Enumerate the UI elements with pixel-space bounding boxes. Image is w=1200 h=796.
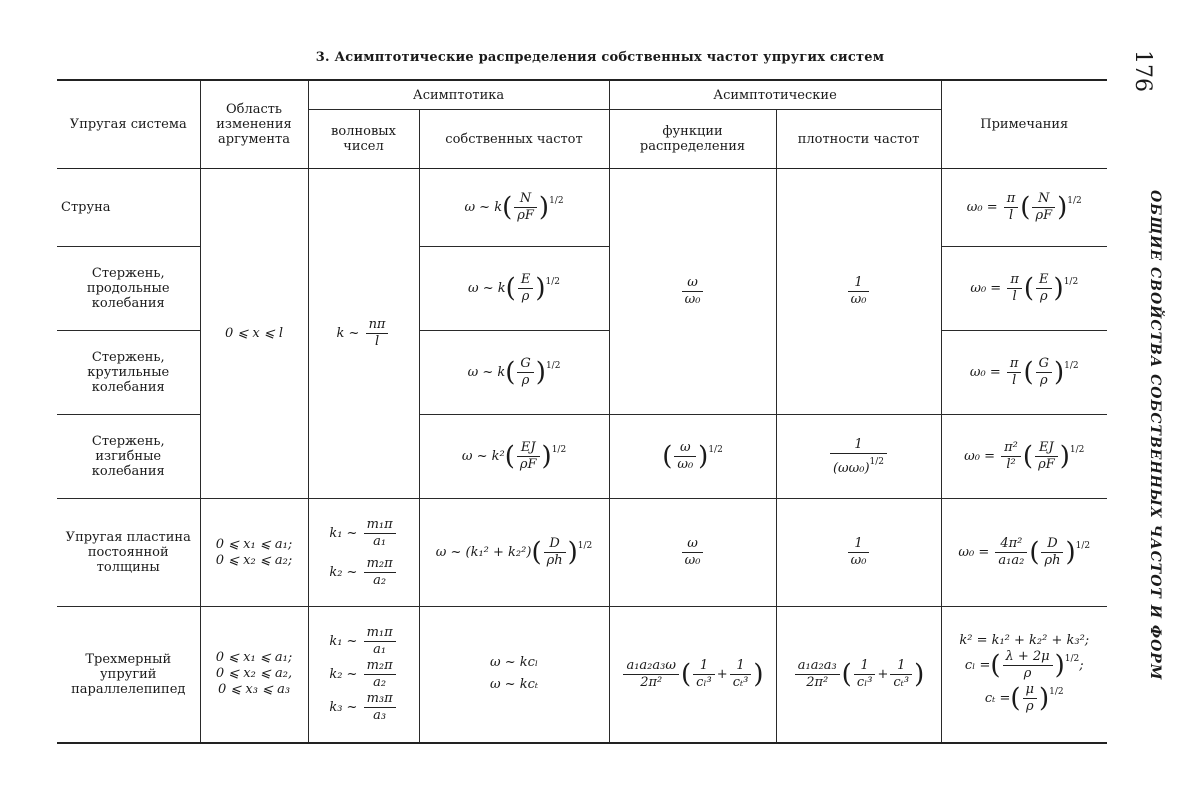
note-rod-bending: ω₀ = $\frac{\text{π²}}{\text{l²}}$ ( $\frac{EJ}{\rho F}$ )$^{1/2}$	[941, 415, 1107, 499]
freq-plate: ω ~ (k₁² + k₂²)( $\frac{D}{\rho h}$ )$^{1/2}$	[419, 499, 609, 607]
freq-string: ω ~ k( $\frac{N}{\rho F}$ )$^{1/2}$	[419, 169, 609, 247]
header-asymptotics: Асимптотика	[308, 80, 609, 110]
page-number: 176	[1130, 50, 1155, 92]
wave-number-box: k₁ ~ $\frac{\text{m₁π}}{\text{a₁}}$ k₂ ~ $\frac{\text{m₂π}}{\text{a₂}}$ k₃ ~ $\frac{\text{m₃π}}{\text{a₃}}$	[308, 607, 419, 743]
system-plate: Упругая пластина постоянной толщины	[57, 499, 200, 607]
table-row	[57, 169, 1107, 247]
system-rod-longitudinal: Стержень, продольные колебания	[57, 247, 200, 331]
running-side-title: ОБЩИЕ СВОЙСТВА СОБСТВЕННЫХ ЧАСТОТ И ФОРМ	[1147, 190, 1163, 681]
system-rod-torsional: Стержень, крутильные колебания	[57, 331, 200, 415]
note-string: ω₀ = $\frac{\pi}{l}$ ( $\frac{N}{\rho F}$ )$^{1/2}$	[941, 169, 1107, 247]
note-plate: ω₀ = $\frac{\text{4π²}}{\text{a₁a₂}}$ ( $\frac{D}{\rho h}$ )$^{1/2}$	[941, 499, 1107, 607]
density-box: $\frac{\text{a₁a₂a₃}}{\text{2π²}}$ ( $\frac{1}{\text{cₗ³}}$ + $\frac{1}{\text{cₜ³}}$ )	[776, 607, 941, 743]
header-frequency-density: плотности частот	[776, 110, 941, 169]
freq-box: ω ~ kcₗ ω ~ kcₜ	[419, 607, 609, 743]
table-row	[57, 499, 1107, 607]
asymptotics-table	[57, 79, 1107, 744]
distr-1d: $\frac{\omega}{\text{ω₀}}$	[609, 169, 776, 415]
header-notes: Примечания	[941, 80, 1107, 169]
header-eigen-frequencies: собственных частот	[419, 110, 609, 169]
system-box: Трехмерный упругий параллелепипед	[57, 607, 200, 743]
table-row	[57, 607, 1107, 743]
table-caption: 3. Асимптотические распределения собственных частот упругих систем	[315, 50, 885, 65]
freq-rod-longitudinal: ω ~ k( $\frac{E}{\rho}$ )$^{1/2}$	[419, 247, 609, 331]
density-1d: $\frac{1}{\text{ω₀}}$	[776, 169, 941, 415]
header-wave-numbers: волновых чисел	[308, 110, 419, 169]
freq-rod-torsional: ω ~ k( $\frac{G}{\rho}$ )$^{1/2}$	[419, 331, 609, 415]
distr-plate: $\frac{\omega}{\text{ω₀}}$	[609, 499, 776, 607]
header-system: Упругая система	[57, 80, 200, 169]
density-plate: $\frac{1}{\text{ω₀}}$	[776, 499, 941, 607]
distr-rod-bending: ( $\frac{\omega}{\text{ω₀}}$ )$^{1/2}$	[609, 415, 776, 499]
distr-box: $\frac{\text{a₁a₂a₃ω}}{\text{2π²}}$ ( $\frac{1}{\text{cₗ³}}$ + $\frac{1}{\text{cₜ³}}$ )	[609, 607, 776, 743]
range-plate: 0 ⩽ x₁ ⩽ a₁; 0 ⩽ x₂ ⩽ a₂;	[200, 499, 308, 607]
header-range: Область изменения аргумента	[200, 80, 308, 169]
note-rod-torsional: ω₀ = $\frac{\pi}{l}$ ( $\frac{G}{\rho}$ )$^{1/2}$	[941, 331, 1107, 415]
freq-rod-bending: ω ~ k²( $\frac{EJ}{\rho F}$ )$^{1/2}$	[419, 415, 609, 499]
system-rod-bending: Стержень, изгибные колебания	[57, 415, 200, 499]
note-box: k² = k₁² + k₂² + k₃²; cₗ =( $\frac{\lambda + 2\mu}{\rho}$ )$^{1/2}$; cₜ =( $\frac{\mu}{\rho}$ )$^{1/2}$	[941, 607, 1107, 743]
header-distribution-functions: функции распределения	[609, 110, 776, 169]
range-box: 0 ⩽ x₁ ⩽ a₁; 0 ⩽ x₂ ⩽ a₂, 0 ⩽ x₃ ⩽ a₃	[200, 607, 308, 743]
wave-number-plate: k₁ ~ $\frac{\text{m₁π}}{\text{a₁}}$ k₂ ~ $\frac{\text{m₂π}}{\text{a₂}}$	[308, 499, 419, 607]
system-string: Струна	[57, 169, 200, 247]
wave-number-1d: k ~ $\frac{n\pi}{l}$	[308, 169, 419, 499]
note-rod-longitudinal: ω₀ = $\frac{\pi}{l}$ ( $\frac{E}{\rho}$ )$^{1/2}$	[941, 247, 1107, 331]
header-asymptotic-distributions: Асимптотические	[609, 80, 941, 110]
range-1d: 0 ⩽ x ⩽ l	[200, 169, 308, 499]
density-rod-bending: $\frac{1}{(\omega\omega_0)^{1/2}}$	[776, 415, 941, 499]
